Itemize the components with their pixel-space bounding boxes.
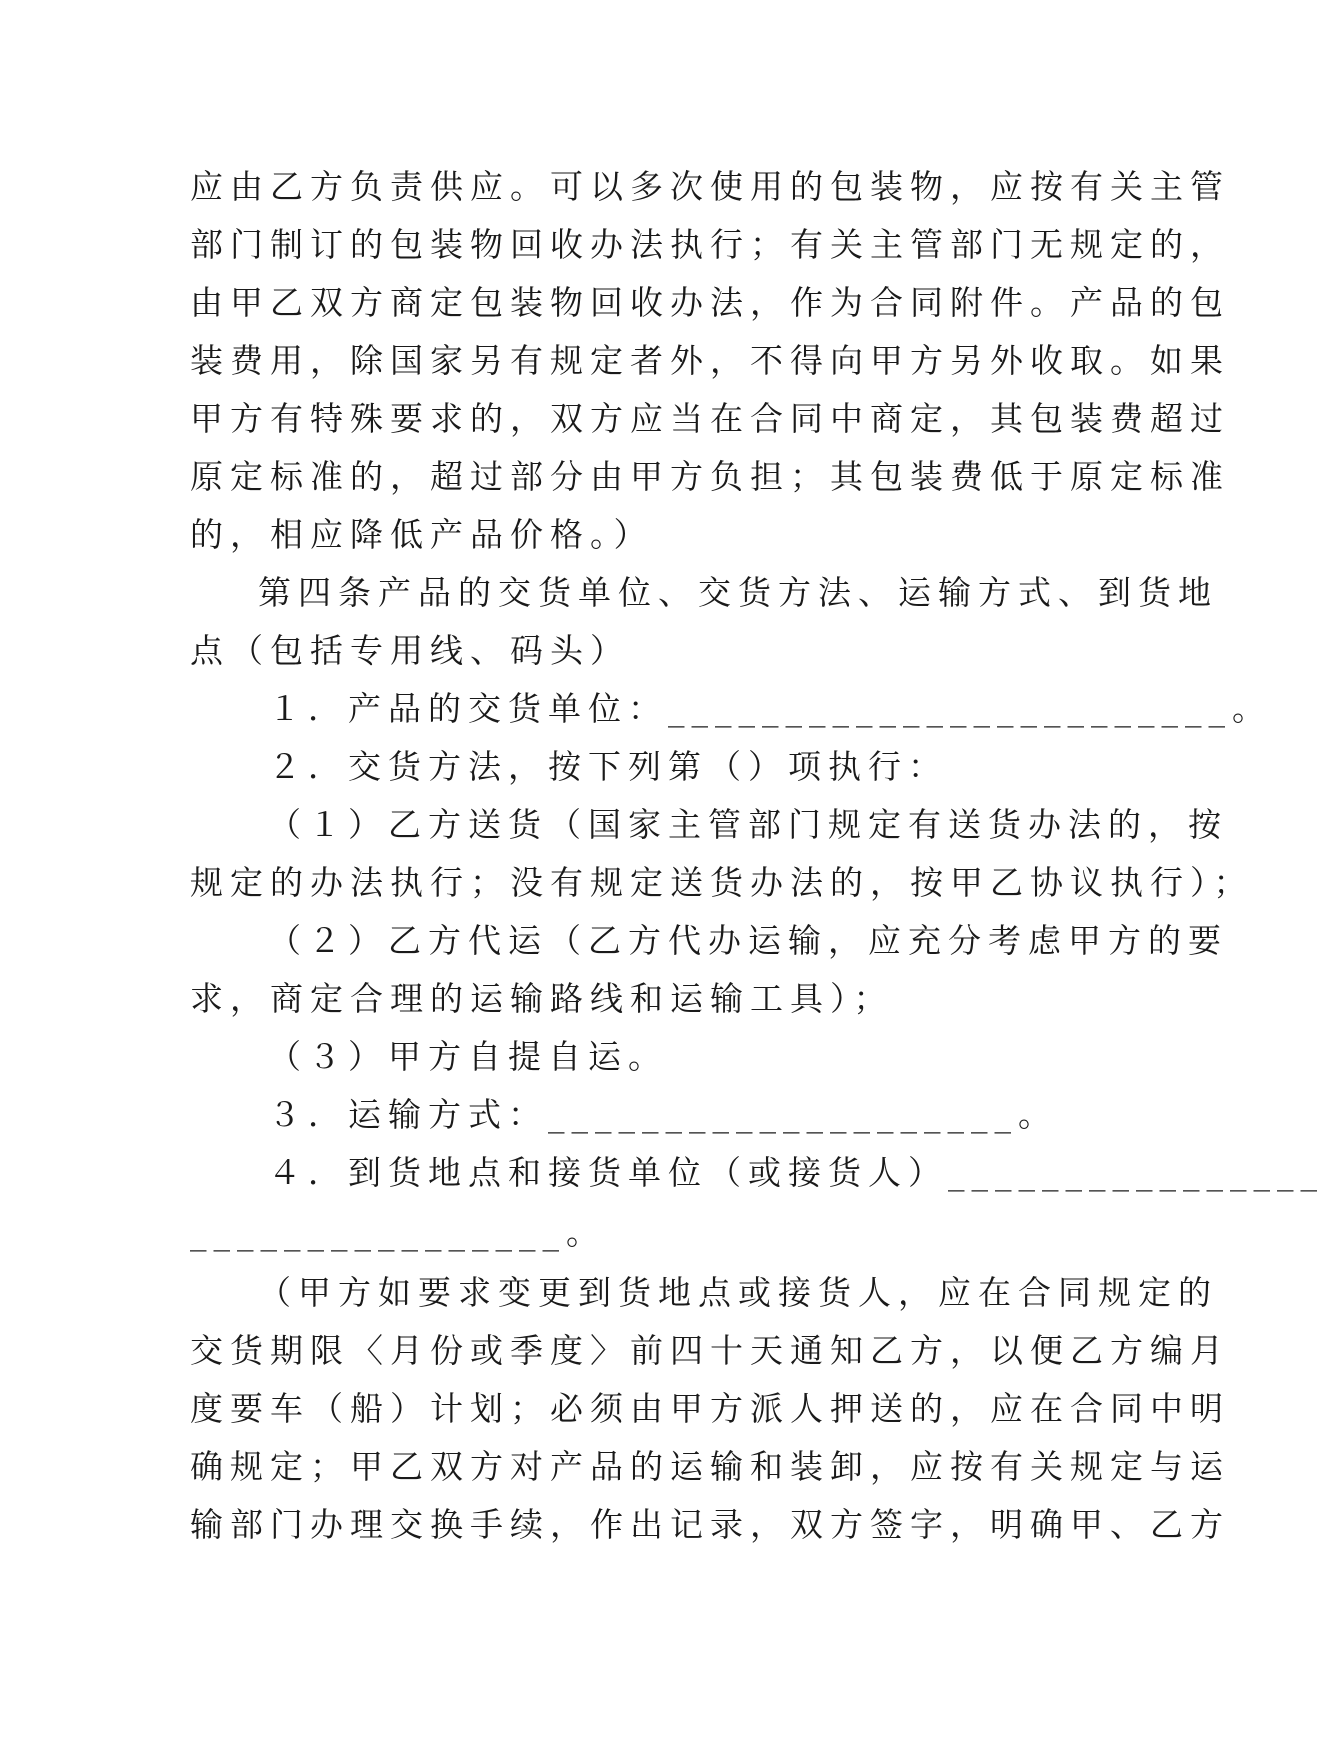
text-line: 点（包括专用线、码头） — [190, 631, 630, 670]
clause-item: ４．到货地点和接货单位（或接货人）________________ — [268, 1153, 1324, 1192]
text-line: 规定的办法执行；没有规定送货办法的，按甲乙协议执行）； — [190, 863, 1254, 902]
text-line: ________________。 — [190, 1213, 606, 1252]
text-line: 的，相应降低产品价格。） — [190, 515, 654, 554]
text-line: 交货期限〈月份或季度〉前四十天通知乙方，以便乙方编月 — [190, 1331, 1230, 1370]
text-line: 确规定；甲乙双方对产品的运输和装卸，应按有关规定与运 — [190, 1447, 1230, 1486]
clause-item: （１）乙方送货（国家主管部门规定有送货办法的，按 — [268, 805, 1228, 844]
text-line: 由甲乙双方商定包装物回收办法，作为合同附件。产品的包 — [190, 283, 1230, 322]
clause-item: （２）乙方代运（乙方代办运输，应充分考虑甲方的要 — [268, 921, 1228, 960]
clause-item: （３）甲方自提自运。 — [268, 1037, 668, 1076]
text-line: 输部门办理交换手续，作出记录，双方签字，明确甲、乙方 — [190, 1505, 1230, 1544]
paragraph-start: （甲方如要求变更到货地点或接货人，应在合同规定的 — [258, 1273, 1218, 1312]
text-line: 部门制订的包装物回收办法执行；有关主管部门无规定的， — [190, 225, 1230, 264]
clause-item: ３．运输方式：____________________。 — [268, 1095, 1058, 1134]
text-line: 装费用，除国家另有规定者外，不得向甲方另外收取。如果 — [190, 341, 1230, 380]
article-heading: 第四条产品的交货单位、交货方法、运输方式、到货地 — [258, 573, 1218, 612]
text-line: 甲方有特殊要求的，双方应当在合同中商定，其包装费超过 — [190, 399, 1230, 438]
text-line: 应由乙方负责供应。可以多次使用的包装物，应按有关主管 — [190, 167, 1230, 206]
text-line: 求，商定合理的运输路线和运输工具）； — [190, 979, 894, 1018]
text-line: 度要车（船）计划；必须由甲方派人押送的，应在合同中明 — [190, 1389, 1230, 1428]
clause-item: １．产品的交货单位：________________________。 — [268, 689, 1272, 728]
clause-item: ２．交货方法，按下列第（）项执行： — [268, 747, 948, 786]
text-line: 原定标准的，超过部分由甲方负担；其包装费低于原定标准 — [190, 457, 1230, 496]
